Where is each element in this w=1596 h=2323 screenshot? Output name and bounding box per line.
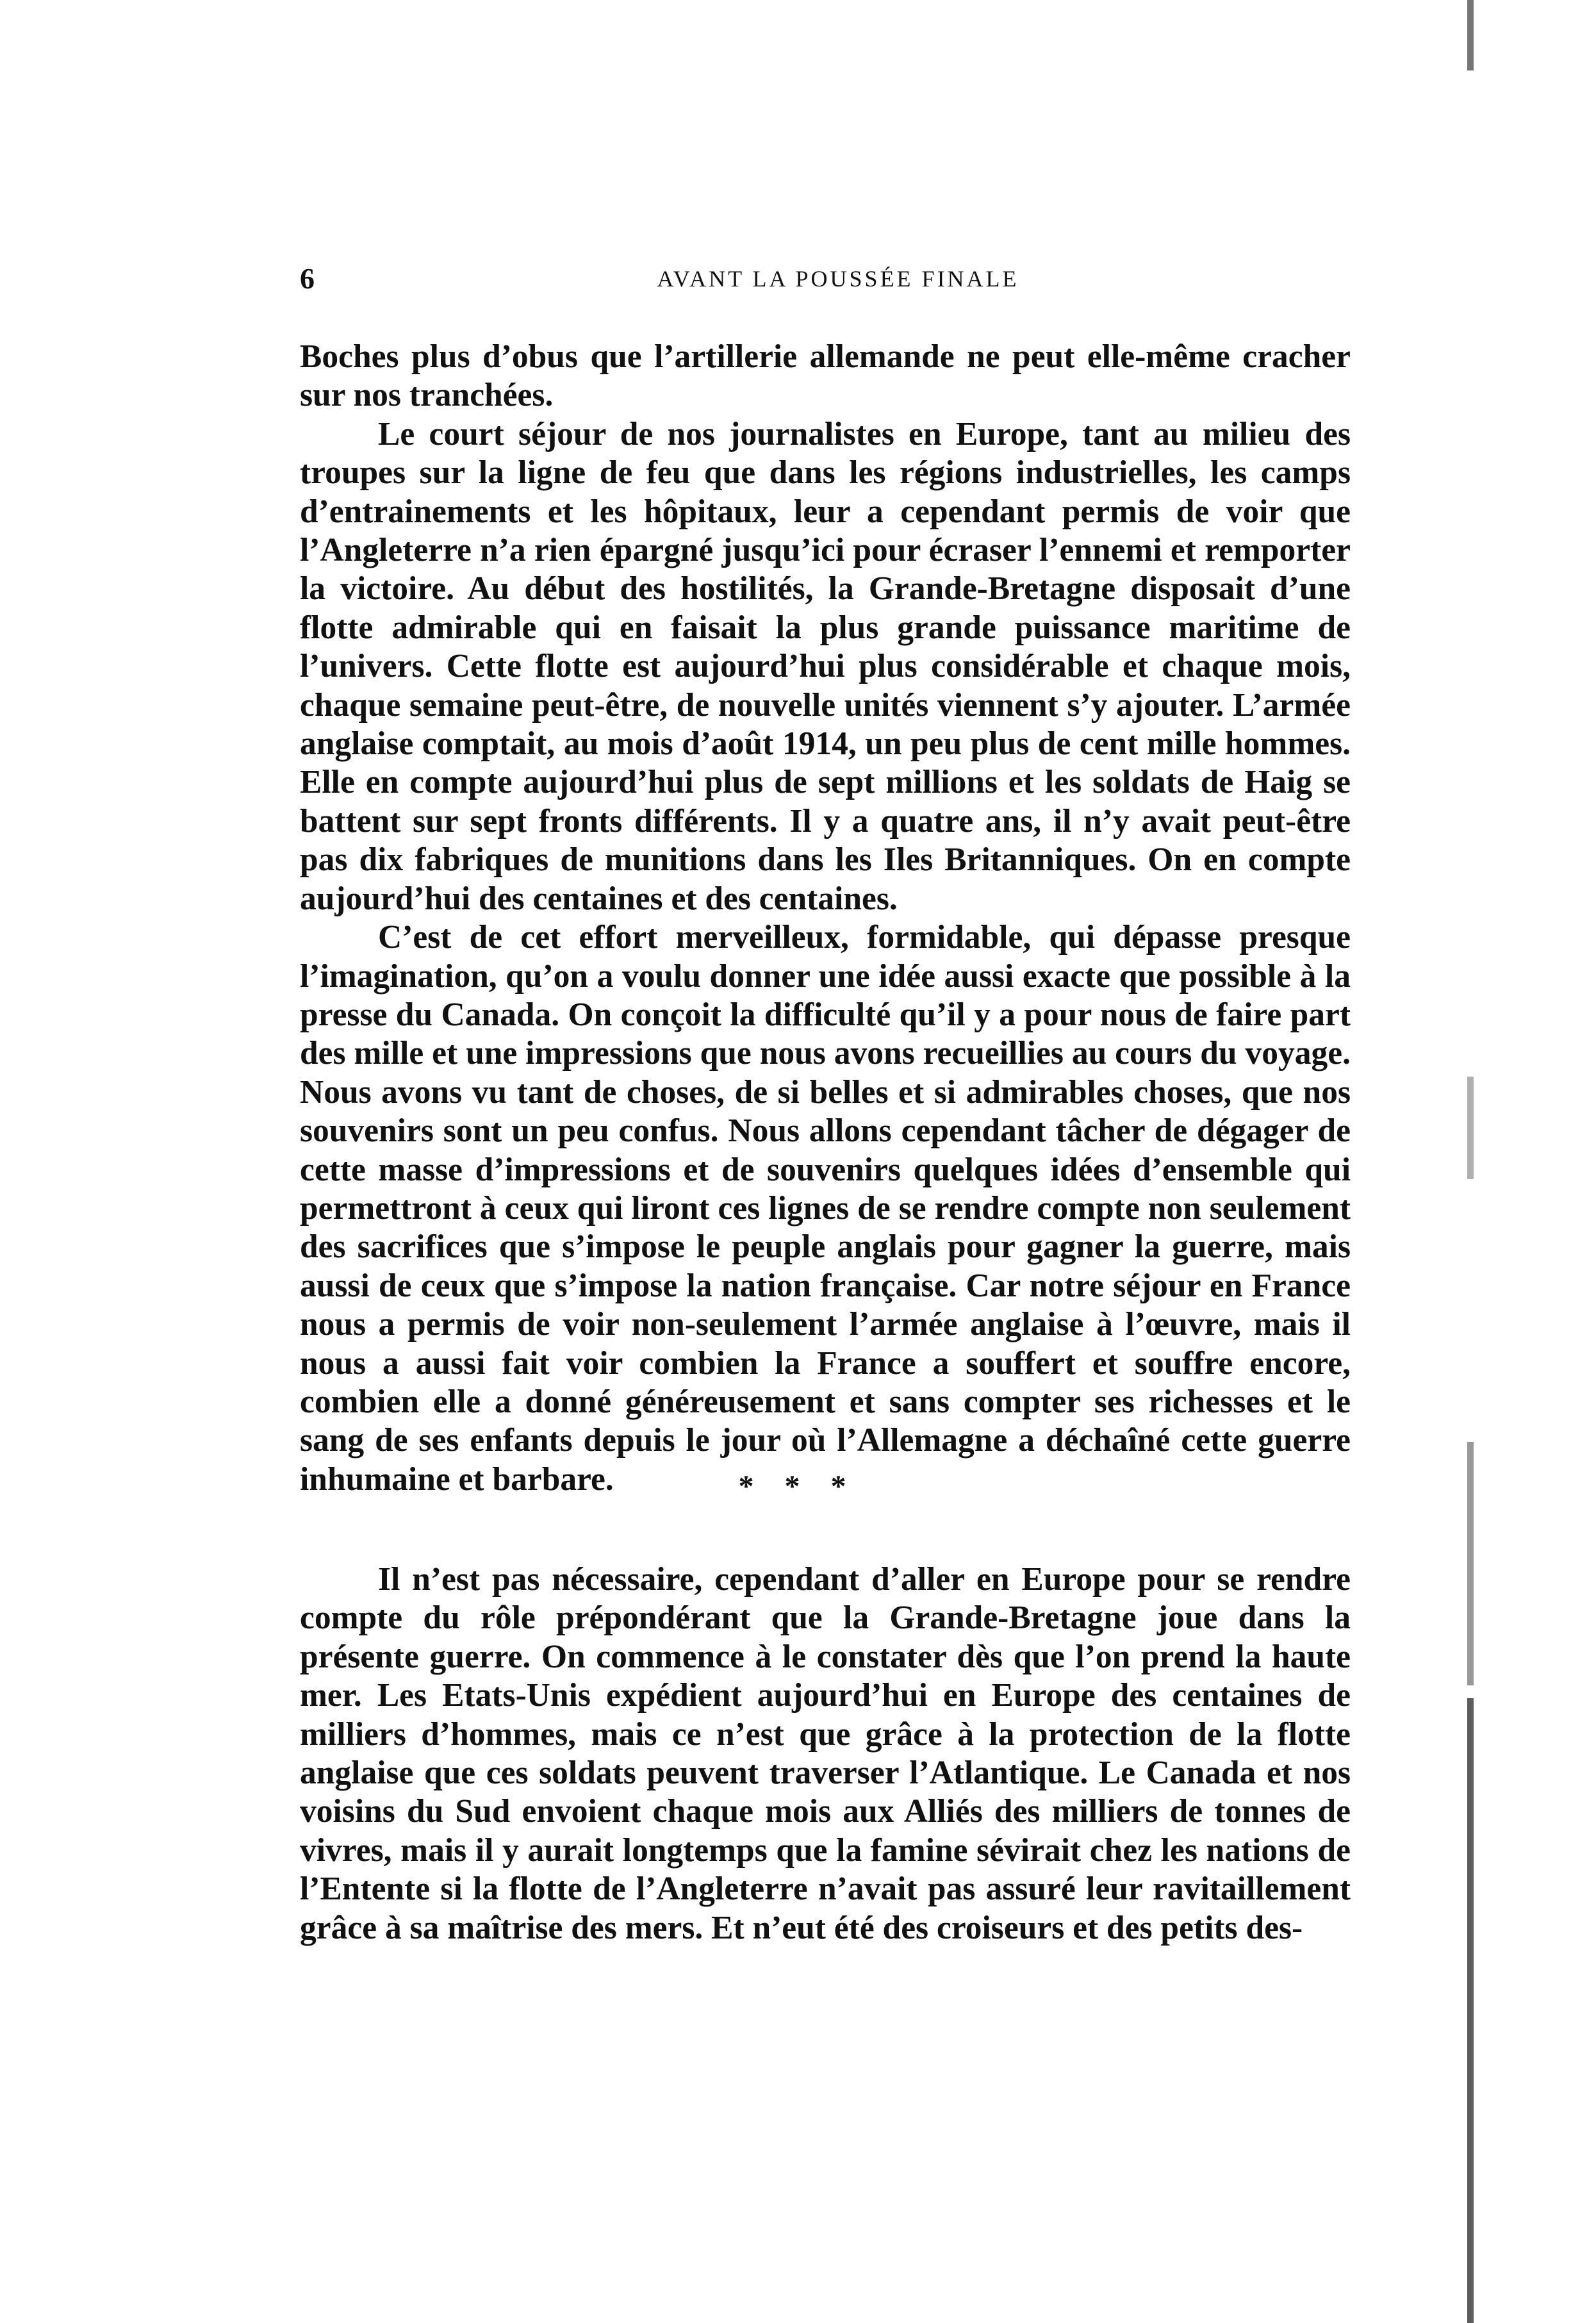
body-text-before-separator <box>300 338 1351 1499</box>
paragraph: C’est de cet effort merveilleux, formidable, qui dépasse presque l’imagination, qu’on a voulu donner une idée aussi exacte que possible à la presse du Canada. On conçoit la difficulté qu’il y a pour nous de faire part des mille et une impressions que nous avons recueillies au cours du voyage. Nous avons vu tant de choses, de si belles et si admirables choses, que nos souvenirs sont un peu confus. Nous allons cependant tâcher de dégager de cette masse d’impressions et de souvenirs quelques idées d’ensemble qui permettront à ceux qui liront ces lignes de se rendre compte non seulement des sacrifices que s’impose le peuple anglais pour gagner la guerre, mais aussi de ceux que s’impose la nation française. Car notre séjour en France nous a permis de voir non-seulement l’armée anglaise à l’œuvre, mais il nous a aussi fait voir combien la France a souffert et souffre encore, combien elle a donné généreusement et sans compter ses richesses et le sang de ses enfants depuis le jour où l’Allemagne a déchaîné cette guerre inhumaine et barbare. <box>300 919 1351 1498</box>
page-header <box>300 260 1351 298</box>
paragraph: Il n’est pas nécessaire, cependant d’aller en Europe pour se rendre compte du rôle prépondérant que la Grande-Bretagne joue dans la présente guerre. On commence à le constater dès que l’on prend la haute mer. Les Etats-Unis expédient aujourd’hui en Europe des centaines de milliers d’hommes, mais ce n’est que grâce à la protection de la flotte anglaise que ces soldats peuvent traverser l’Atlantique. Le Canada et nos voisins du Sud envoient chaque mois aux Alliés des milliers de tonnes de vivres, mais il y aurait longtemps que la famine sévirait chez les nations de l’Entente si la flotte de l’Angleterre n’avait pas assuré leur ravitaillement grâce à sa maîtrise des mers. Et n’eut été des croiseurs et des petits des- <box>300 1561 1351 1946</box>
body-text-after-separator <box>300 1560 1351 1947</box>
running-head: AVANT LA POUSSÉE FINALE <box>657 266 1019 292</box>
scan-edge-noise <box>1458 0 1490 2323</box>
paragraph-continuation: Boches plus d’obus que l’artillerie allemande ne peut elle-même cracher sur nos tranchées. <box>300 338 1351 414</box>
page-number: 6 <box>300 262 315 295</box>
paragraph: Le court séjour de nos journalistes en Europe, tant au milieu des troupes sur la ligne de feu que dans les régions industrielles, les camps d’entrainements et les hôpitaux, leur a cependant permis de voir que l’Angleterre n’a rien épargné jusqu’ici pour écraser l’ennemi et remporter la victoire. Au début des hostilités, la Grande-Bretagne disposait d’une flotte admirable qui en faisait la plus grande puissance maritime de l’univers. Cette flotte est aujourd’hui plus considérable et chaque mois, chaque semaine peut-être, de nouvelle unités viennent s’y ajouter. L’armée anglaise comptait, au mois d’août 1914, un peu plus de cent mille hommes. Elle en compte aujourd’hui plus de sept millions et les soldats de Haig se battent sur sept fronts différents. Il y a quatre ans, il n’y avait peut-être pas dix fabriques de munitions dans les Iles Britanniques. On en compte aujourd’hui des centaines et des centaines. <box>300 415 1351 917</box>
section-separator: * * * <box>738 1469 858 1503</box>
